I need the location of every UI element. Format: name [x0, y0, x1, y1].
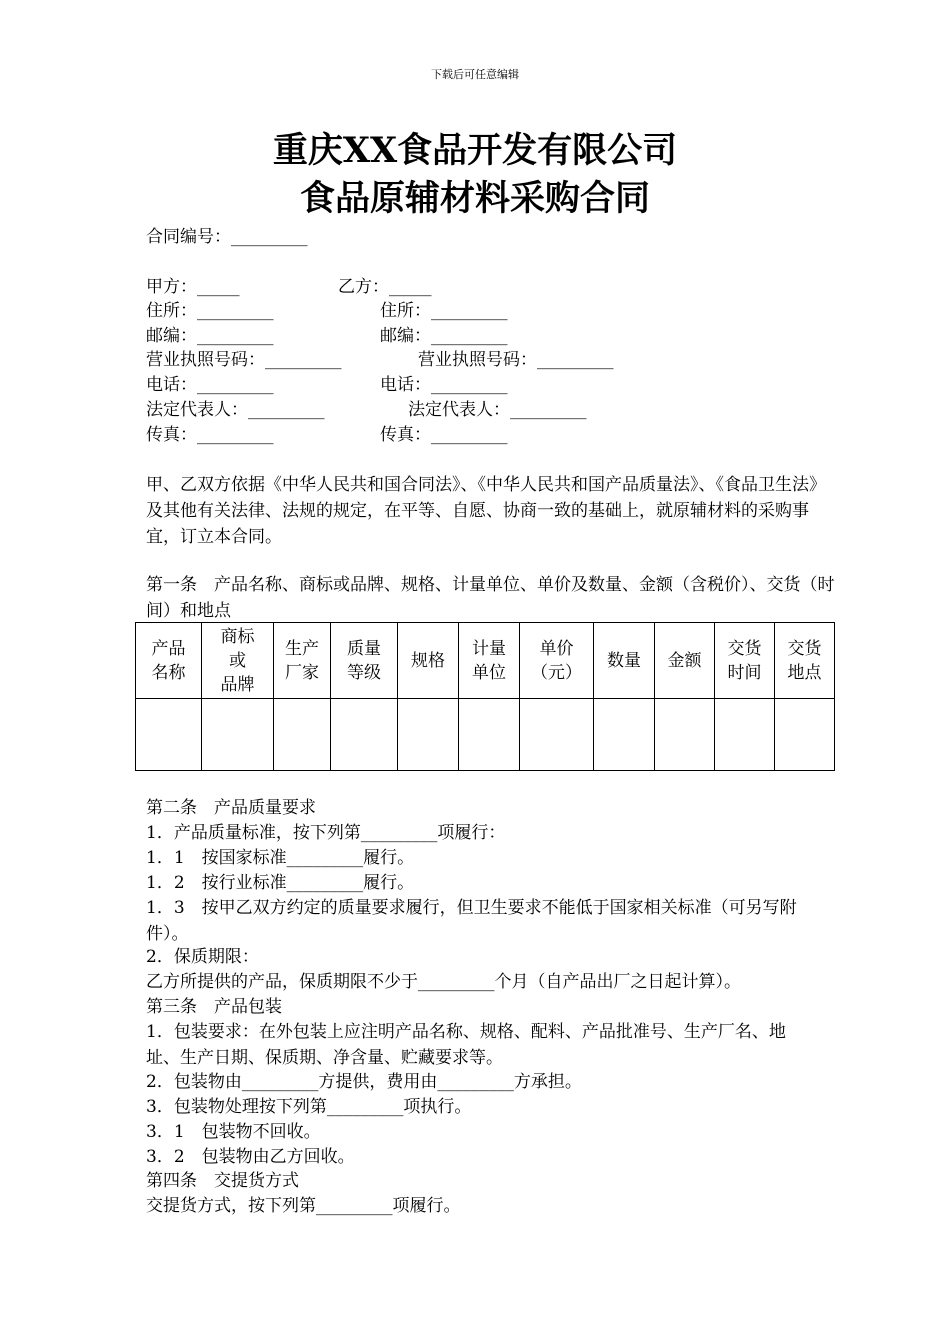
article-3-line-3: 3．包装物处理按下列第_________项执行。	[146, 1097, 472, 1117]
party-b-representative: 法定代表人：_________	[408, 400, 587, 420]
party-b-license: 营业执照号码：_________	[418, 350, 614, 370]
header-amount: 金额	[655, 623, 715, 699]
article-1-title: 第一条 产品名称、商标或品牌、规格、计量单位、单价及数量、金额（含税价）、交货（时间）和地点	[146, 575, 835, 621]
party-a-representative: 法定代表人：_________	[146, 400, 325, 420]
table-header-row	[136, 623, 835, 699]
article-3-line-4: 3．1 包装物不回收。	[146, 1122, 321, 1142]
article-4-title: 第四条 交提货方式	[146, 1171, 299, 1191]
table-cell[interactable]	[398, 699, 459, 771]
product-table	[135, 622, 835, 771]
header-delivery-time: 交货 时间	[715, 623, 775, 699]
table-cell[interactable]	[136, 699, 202, 771]
article-3-line-2: 2．包装物由_________方提供，费用由_________方承担。	[146, 1072, 582, 1092]
company-title: 重庆XX食品开发有限公司	[272, 130, 678, 171]
header-manufacturer: 生产 厂家	[274, 623, 331, 699]
article-2-line-6: 乙方所提供的产品，保质期限不少于_________个月（自产品出厂之日起计算）。	[146, 972, 741, 992]
party-a-address: 住所：_________	[146, 301, 274, 321]
party-a-fax: 传真：_________	[146, 425, 274, 445]
header-quantity: 数量	[594, 623, 655, 699]
header-delivery-place: 交货 地点	[775, 623, 835, 699]
article-3-line-5: 3．2 包装物由乙方回收。	[146, 1147, 355, 1167]
table-cell[interactable]	[459, 699, 520, 771]
preamble: 甲、乙双方依据《中华人民共和国合同法》、《中华人民共和国产品质量法》、《食品卫生法》及其他有关法律、法规的规定，在平等、自愿、协商一致的基础上，就原辅材料的采购事宜，订立本合同。	[146, 475, 826, 547]
contract-title: 食品原辅材料采购合同	[299, 178, 650, 219]
party-a-license: 营业执照号码：_________	[146, 350, 342, 370]
article-2-title: 第二条 产品质量要求	[146, 798, 316, 818]
table-cell[interactable]	[202, 699, 274, 771]
article-2-line-2: 1．1 按国家标准_________履行。	[146, 848, 415, 868]
header-brand: 商标 或 品牌	[202, 623, 274, 699]
party-b-phone: 电话：_________	[380, 375, 508, 395]
contract-number: 合同编号：_________	[146, 227, 308, 247]
article-3-title: 第三条 产品包装	[146, 997, 282, 1017]
header-quality-grade: 质量 等级	[331, 623, 398, 699]
table-cell[interactable]	[655, 699, 715, 771]
article-2-line-5: 2．保质期限：	[146, 947, 259, 967]
article-3-line-1: 1．包装要求：在外包装上应注明产品名称、规格、配料、产品批准号、生产厂名、地址、生产日期、保质期、净含量、贮藏要求等。	[146, 1022, 786, 1068]
header-spec: 规格	[398, 623, 459, 699]
table-cell[interactable]	[715, 699, 775, 771]
header-product-name: 产品 名称	[136, 623, 202, 699]
table-row	[136, 699, 835, 771]
party-b-postcode: 邮编：_________	[380, 326, 508, 346]
party-b-name: 乙方：_____	[338, 277, 432, 297]
party-a-phone: 电话：_________	[146, 375, 274, 395]
article-2-line-3: 1．2 按行业标准_________履行。	[146, 873, 415, 893]
table-cell[interactable]	[520, 699, 594, 771]
party-a-postcode: 邮编：_________	[146, 326, 274, 346]
table-cell[interactable]	[775, 699, 835, 771]
header-unit-price: 单价 （元）	[520, 623, 594, 699]
table-cell[interactable]	[594, 699, 655, 771]
article-4-line-1: 交提货方式，按下列第_________项履行。	[146, 1196, 461, 1216]
table-cell[interactable]	[274, 699, 331, 771]
header-unit: 计量 单位	[459, 623, 520, 699]
article-2-line-1: 1．产品质量标准，按下列第_________项履行：	[146, 823, 506, 843]
article-2-line-4: 1．3 按甲乙双方约定的质量要求履行，但卫生要求不能低于国家相关标准（可另写附件）。	[146, 898, 797, 944]
party-a-name: 甲方：_____	[146, 277, 240, 297]
table-cell[interactable]	[331, 699, 398, 771]
header-note: 下载后可任意编辑	[431, 68, 519, 81]
party-b-fax: 传真：_________	[380, 425, 508, 445]
party-b-address: 住所：_________	[380, 301, 508, 321]
